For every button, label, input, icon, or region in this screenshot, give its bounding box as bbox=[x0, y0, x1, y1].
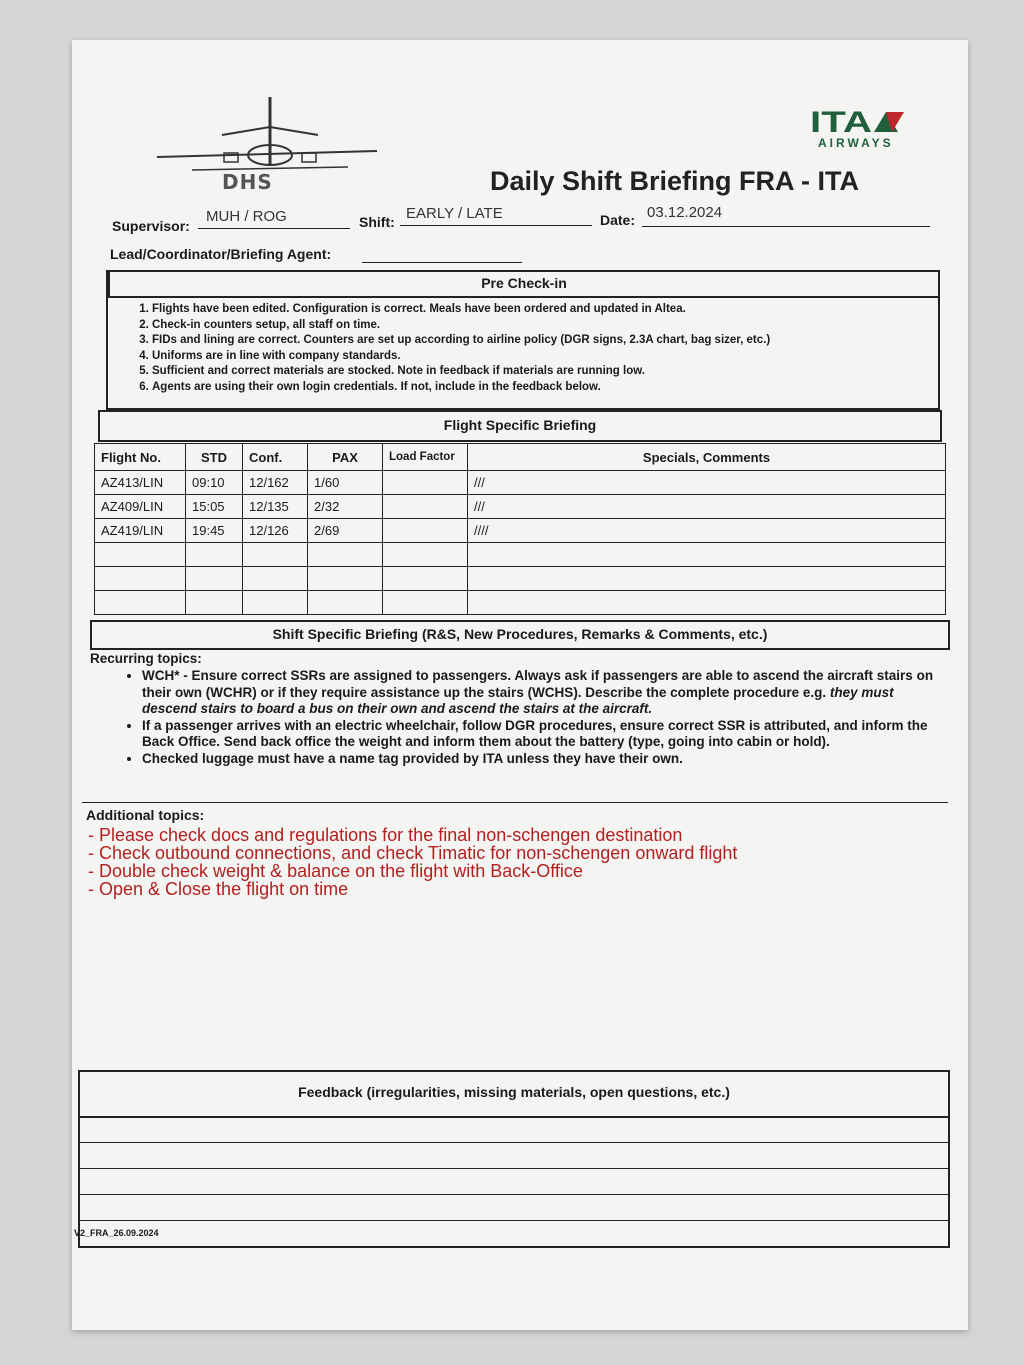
additional-topics-title: Additional topics: bbox=[86, 807, 205, 823]
cell-std[interactable]: 09:10 bbox=[186, 471, 243, 495]
feedback-title: Feedback (irregularities, missing materials, open questions, etc.) bbox=[298, 1084, 730, 1100]
cell-pax[interactable] bbox=[308, 543, 383, 567]
cell-std[interactable] bbox=[186, 543, 243, 567]
pre-checkin-item: 5. Sufficient and correct materials are stocked. Note in feedback if materials are running low. bbox=[152, 364, 912, 380]
shift-value[interactable]: EARLY / LATE bbox=[406, 205, 503, 222]
cell-flight-no[interactable] bbox=[95, 591, 186, 615]
cell-std[interactable]: 15:05 bbox=[186, 495, 243, 519]
shift-label: Shift: bbox=[359, 214, 395, 230]
date-value[interactable]: 03.12.2024 bbox=[647, 204, 723, 221]
additional-item: - Double check weight & balance on the flight with Back-Office bbox=[88, 861, 583, 881]
shift-underline bbox=[400, 225, 592, 226]
cell-conf[interactable]: 12/126 bbox=[243, 519, 308, 543]
cell-pax[interactable] bbox=[308, 591, 383, 615]
col-conf: Conf. bbox=[243, 444, 308, 471]
recurring-topics-list bbox=[90, 668, 940, 767]
wch-text: WCH* - Ensure correct SSRs are assigned to passengers. Always ask if passengers are able to ascend the aircraft stairs on their own (WCHR) or if they require assistance up the stairs (WCHS). Describe the complete procedure e.g. bbox=[142, 668, 934, 700]
recurring-item-wheelchair: • If a passenger arrives with an electric wheelchair, follow DGR procedures, ensure correct SSR is attributed, and inform the Back Office. Send back office the weight and inform them about the battery (type, going into cabin or hold). bbox=[142, 718, 940, 751]
pre-checkin-item: 1. Flights have been edited. Configuration is correct. Meals have been ordered and updated in Altea. bbox=[152, 302, 912, 318]
cell-specials[interactable]: /// bbox=[468, 495, 946, 519]
additional-topics-list bbox=[88, 826, 737, 898]
cell-load-factor[interactable] bbox=[383, 591, 468, 615]
flight-table-header bbox=[95, 444, 946, 471]
feedback-line[interactable] bbox=[78, 1142, 948, 1143]
cell-specials[interactable] bbox=[468, 591, 946, 615]
cell-specials[interactable]: //// bbox=[468, 519, 946, 543]
cell-conf[interactable] bbox=[243, 591, 308, 615]
flight-briefing-title: Flight Specific Briefing bbox=[443, 417, 597, 433]
cell-specials[interactable]: /// bbox=[468, 471, 946, 495]
cell-flight-no[interactable]: AZ409/LIN bbox=[95, 495, 186, 519]
date-label: Date: bbox=[600, 212, 636, 228]
cell-specials[interactable] bbox=[468, 567, 946, 591]
cell-std[interactable]: 19:45 bbox=[186, 519, 243, 543]
pre-checkin-item: 4. Uniforms are in line with company standards. bbox=[152, 349, 912, 365]
cell-flight-no[interactable]: AZ413/LIN bbox=[95, 471, 186, 495]
col-flight-no: Flight No. bbox=[95, 444, 186, 471]
pre-checkin-item: 3. FIDs and lining are correct. Counters are set up according to airline policy (DGR signs, 2.3A chart, bag sizer, etc.) bbox=[152, 333, 912, 349]
lead-agent-underline[interactable] bbox=[362, 262, 522, 263]
shift-briefing-title: Shift Specific Briefing (R&S, New Procedures, Remarks & Comments, etc.) bbox=[272, 626, 768, 642]
pre-checkin-item: 2. Check-in counters setup, all staff on time. bbox=[152, 318, 912, 334]
recurring-item-wch bbox=[142, 668, 940, 718]
pre-checkin-item: 6. Agents are using their own login credentials. If not, include in the feedback below. bbox=[152, 380, 912, 396]
table-row bbox=[95, 567, 946, 591]
cell-flight-no[interactable]: AZ419/LIN bbox=[95, 519, 186, 543]
pre-checkin-title: Pre Check-in bbox=[481, 275, 567, 291]
cell-std[interactable] bbox=[186, 591, 243, 615]
ita-airways-logo bbox=[808, 108, 918, 150]
col-specials: Specials, Comments bbox=[468, 444, 946, 471]
page-title: Daily Shift Briefing FRA - ITA bbox=[490, 166, 859, 196]
pre-checkin-list bbox=[130, 302, 912, 396]
version-label: V2_FRA_26.09.2024 bbox=[74, 1228, 159, 1238]
cell-pax[interactable] bbox=[308, 567, 383, 591]
supervisor-label: Supervisor: bbox=[112, 218, 190, 234]
recurring-topics-title: Recurring topics: bbox=[90, 651, 202, 666]
additional-item: - Check outbound connections, and check Timatic for non-schengen onward flight bbox=[88, 843, 738, 863]
table-row bbox=[95, 495, 946, 519]
cell-load-factor[interactable] bbox=[383, 495, 468, 519]
cell-conf[interactable]: 12/135 bbox=[243, 495, 308, 519]
table-row bbox=[95, 471, 946, 495]
cell-conf[interactable] bbox=[243, 543, 308, 567]
date-underline bbox=[642, 226, 930, 227]
cell-load-factor[interactable] bbox=[383, 567, 468, 591]
col-pax: PAX bbox=[308, 444, 383, 471]
cell-load-factor[interactable] bbox=[383, 543, 468, 567]
wch-italic-text: they must descend stairs to board a bus on their own and ascend the stairs at the aircraft. bbox=[142, 684, 894, 716]
table-row bbox=[95, 543, 946, 567]
cell-pax[interactable]: 2/32 bbox=[308, 495, 383, 519]
cell-flight-no[interactable] bbox=[95, 567, 186, 591]
cell-load-factor[interactable] bbox=[383, 471, 468, 495]
feedback-line[interactable] bbox=[78, 1194, 948, 1195]
recurring-item-luggage: • Checked luggage must have a name tag provided by ITA unless they have their own. bbox=[142, 751, 940, 768]
table-row bbox=[95, 519, 946, 543]
recurring-topics bbox=[90, 651, 940, 767]
table-row bbox=[95, 591, 946, 615]
cell-pax[interactable]: 2/69 bbox=[308, 519, 383, 543]
cell-pax[interactable]: 1/60 bbox=[308, 471, 383, 495]
feedback-line[interactable] bbox=[78, 1220, 948, 1221]
additional-item: - Open & Close the flight on time bbox=[88, 879, 349, 899]
feedback-line[interactable] bbox=[78, 1168, 948, 1169]
feedback-box[interactable] bbox=[78, 1116, 950, 1248]
ita-logo-mark bbox=[808, 108, 908, 136]
flight-table bbox=[94, 443, 946, 615]
briefing-sheet bbox=[72, 40, 968, 1330]
cell-conf[interactable]: 12/162 bbox=[243, 471, 308, 495]
supervisor-underline bbox=[198, 228, 350, 229]
dhs-logo-text: DHS bbox=[222, 170, 273, 194]
section-divider bbox=[82, 802, 948, 803]
col-load-factor: Load Factor bbox=[383, 444, 468, 471]
lead-agent-label: Lead/Coordinator/Briefing Agent: bbox=[110, 246, 332, 262]
cell-conf[interactable] bbox=[243, 567, 308, 591]
additional-item: - Please check docs and regulations for the final non-schengen destination bbox=[88, 825, 683, 845]
col-std: STD bbox=[186, 444, 243, 471]
cell-std[interactable] bbox=[186, 567, 243, 591]
cell-specials[interactable] bbox=[468, 543, 946, 567]
ita-logo-text: ITA bbox=[810, 108, 872, 136]
ita-airways-label: AIRWAYS bbox=[818, 136, 894, 150]
cell-load-factor[interactable] bbox=[383, 519, 468, 543]
supervisor-value[interactable]: MUH / ROG bbox=[206, 208, 287, 225]
cell-flight-no[interactable] bbox=[95, 543, 186, 567]
